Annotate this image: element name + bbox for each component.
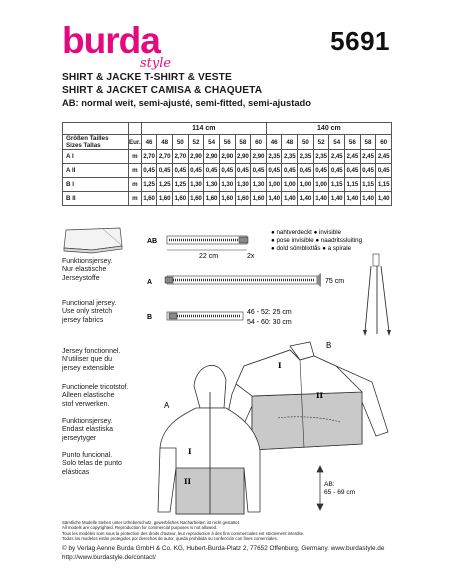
fabric-note-line: Nur elastische [62,266,107,274]
fabric-note [62,418,142,443]
size-header-line-1: Größen Tailles [66,135,109,142]
size-cell: 46 [141,135,157,150]
fabric-note-line: Functionele tricotstof. [62,384,129,391]
yardage-cell: 2,35 [266,150,282,164]
yardage-cell: 1,60 [188,192,204,206]
yardage-cell: 2,45 [360,150,376,164]
fabric-note-line: Jersey fonctionnel. [62,348,121,355]
fabric-note-line: Solo telas de punto [62,460,122,468]
yardage-cell: 1,60 [235,192,251,206]
view-a-label: A [164,401,170,410]
yardage-cell: 0,45 [204,164,220,178]
fabric-note [62,384,142,409]
fit-line: AB: normal weit, semi-ajusté, semi-fitted, semi-ajustado [62,97,312,108]
yardage-cell: 1,30 [235,178,251,192]
yardage-cell: 1,40 [329,192,345,206]
row-label: B II [63,192,129,206]
size-cell: 52 [188,135,204,150]
yardage-cell: 0,45 [376,164,392,178]
yardage-cell: 1,30 [188,178,204,192]
size-cell: 50 [172,135,188,150]
copyright: © by Verlag Aenne Burda GmbH & Co. KG, Hubert-Burda-Platz 2, 77652 Offenburg, Germany. www.burdastyle.de [62,544,385,552]
yardage-row [63,178,392,192]
row-unit: m [129,192,142,206]
size-cell: 48 [282,135,298,150]
fabric-note [62,300,142,325]
burda-logo [62,20,172,71]
size-cell: 60 [251,135,267,150]
zip-ab-qty: 2x [247,253,255,260]
length-note-1: AB: [324,481,335,488]
size-cell: 54 [329,135,345,150]
size-cell: 46 [266,135,282,150]
yardage-cell: 2,90 [251,150,267,164]
yardage-cell: 2,35 [298,150,314,164]
legal-en: All models are copyrighted. Reproduction for commercial purposes is not allowed. [62,525,218,531]
yardage-cell: 2,90 [204,150,220,164]
yardage-cell: 1,40 [376,192,392,206]
yardage-cell: 2,45 [329,150,345,164]
row-label: A I [63,150,129,164]
zip-ab-length: 22 cm [199,253,219,260]
yardage-cell: 1,60 [172,192,188,206]
yardage-cell: 1,00 [282,178,298,192]
legal-de: Sämtliche Modelle stehen unter Urheberschutz, gewerbliches Nacharbeiten ist nicht gestattet. [62,520,241,525]
yardage-row [63,150,392,164]
zip-a-length: 75 cm [325,278,345,285]
view-b-piece-i: I [278,361,282,370]
yardage-cell: 0,45 [282,164,298,178]
yardage-cell: 0,45 [172,164,188,178]
zipper-foot-icon [363,254,391,336]
yardage-cell: 0,45 [219,164,235,178]
view-a-piece-i: I [188,447,192,456]
size-header-line-2: Sizes Tallas [66,142,101,149]
yardage-row [63,192,392,206]
yardage-cell: 2,90 [219,150,235,164]
fabric-note [62,258,142,283]
fabric-note-line: jersey fabrics [62,316,104,324]
yardage-cell: 1,60 [219,192,235,206]
legal-es: Todos los modelos están protegidos por derechos de autor, queda prohibida su confección con fines comerciales. [62,536,278,542]
yardage-cell: 1,40 [266,192,282,206]
yardage-cell: 2,45 [345,150,361,164]
size-cell: 60 [376,135,392,150]
fabric-note-line: N'utiliser que du [62,356,112,364]
row-unit: m [129,164,142,178]
brand-name: burda [62,20,160,61]
pattern-number: 5691 [330,26,390,56]
zip-type-3: ● dold sömblixtlås ● a spirale [271,245,352,252]
yardage-cell: 0,45 [266,164,282,178]
size-cell: 56 [219,135,235,150]
length-arrow-icon [317,466,323,510]
yardage-cell: 2,35 [313,150,329,164]
yardage-cell: 1,25 [157,178,173,192]
unit-header: Eur. [129,135,142,150]
size-table [62,122,392,206]
contact-link[interactable]: http://www.burdastyle.de/contact/ [62,553,156,561]
yardage-cell: 1,40 [298,192,314,206]
garment-views [140,336,402,518]
size-cell: 52 [313,135,329,150]
ab-label: AB [147,238,158,245]
yardage-cell: 0,45 [188,164,204,178]
zip-b-length-1: 46 - 52: 25 cm [247,309,292,316]
yardage-cell: 2,90 [188,150,204,164]
yardage-cell: 1,15 [345,178,361,192]
fabric-width-140: 140 cm [266,123,391,135]
yardage-cell: 1,00 [266,178,282,192]
row-unit: m [129,178,142,192]
a-label: A [147,279,153,286]
yardage-cell: 1,40 [360,192,376,206]
yardage-cell: 2,90 [235,150,251,164]
yardage-cell: 1,40 [313,192,329,206]
yardage-row [63,164,392,178]
length-note-2: 65 - 69 cm [324,489,356,496]
yardage-cell: 2,35 [282,150,298,164]
yardage-cell: 1,40 [282,192,298,206]
brand-sub: style [140,56,172,71]
yardage-cell: 1,25 [172,178,188,192]
yardage-cell: 0,45 [251,164,267,178]
yardage-cell: 0,45 [360,164,376,178]
yardage-cell: 0,45 [329,164,345,178]
yardage-cell: 1,15 [360,178,376,192]
fabric-width-114: 114 cm [141,123,266,135]
size-header-label [63,135,129,150]
yardage-cell: 2,45 [376,150,392,164]
fabric-note-line: Use only stretch [62,308,113,316]
yardage-cell: 1,00 [313,178,329,192]
yardage-cell: 1,15 [376,178,392,192]
row-label: B I [63,178,129,192]
blank-unit-cell [129,123,142,135]
footer [62,520,402,562]
yardage-cell: 0,45 [235,164,251,178]
yardage-cell: 2,70 [141,150,157,164]
fabric-note-line: Funktionsjersey. [62,258,113,265]
size-cell: 48 [157,135,173,150]
fabric-note-line: Funktionsjersey. [62,418,113,425]
fabric-note-line: Functional jersey. [62,300,117,307]
yardage-cell: 0,45 [345,164,361,178]
yardage-cell: 1,15 [329,178,345,192]
zip-type-2: ● pose invisible ● naadritssluiting [271,237,363,244]
fabric-note-line: Alleen elastische [62,392,115,400]
title-line-2: SHIRT & JACKET CAMISA & CHAQUETA [62,84,263,96]
notions-diagram [143,226,401,338]
yardage-cell: 1,30 [219,178,235,192]
yardage-cell: 1,00 [298,178,314,192]
row-unit: m [129,150,142,164]
zip-type-1: ● nahtverdeckt ● invisible [271,229,342,236]
yardage-cell: 0,45 [298,164,314,178]
fabric-note-line: elásticas [62,468,90,476]
zipper-ab-icon [167,236,248,244]
blank-cell [63,123,129,135]
zip-b-length-2: 54 - 60: 30 cm [247,319,292,326]
pattern-titles [62,72,392,109]
size-cell: 58 [235,135,251,150]
yardage-cell: 0,45 [141,164,157,178]
yardage-cell: 2,70 [157,150,173,164]
size-cell: 50 [298,135,314,150]
yardage-cell: 1,25 [141,178,157,192]
fabric-note-line: stof verwerken. [62,400,110,408]
view-b-piece-ii: II [316,391,324,400]
view-a-piece-ii: II [184,477,192,486]
size-group-header-row [63,123,392,135]
fabric-note [62,452,142,477]
size-cell: 56 [345,135,361,150]
yardage-cell: 1,60 [157,192,173,206]
zipper-b-icon [167,312,243,320]
size-cell: 54 [204,135,220,150]
legal-fr: Tous les modèles sont sous la protection des droits d'auteur, leur reproduction à des fins commerciales est strictement interdite. [62,530,305,536]
row-label: A II [63,164,129,178]
yardage-cell: 1,60 [141,192,157,206]
title-line-1: SHIRT & JACKE T-SHIRT & VESTE [62,72,232,83]
yardage-cell: 1,60 [251,192,267,206]
size-cell: 58 [360,135,376,150]
fabric-note-line: Jerseystoffe [62,274,100,282]
yardage-cell: 1,40 [345,192,361,206]
fabric-note-line: jerseytyger [62,434,97,442]
fabric-note-line: jersey extensible [62,364,115,372]
fabric-note-line: Endast elastiska [62,426,113,434]
yardage-cell: 1,30 [251,178,267,192]
fabric-note [62,348,142,373]
yardage-cell: 1,30 [204,178,220,192]
yardage-cell: 2,70 [172,150,188,164]
b-label: B [147,314,153,321]
yardage-cell: 0,45 [157,164,173,178]
zipper-a-icon [165,273,321,287]
view-b-label: B [326,341,332,350]
yardage-cell: 1,60 [204,192,220,206]
yardage-cell: 0,45 [313,164,329,178]
fabric-note-line: Punto funcional. [62,452,113,459]
fabric-swatch-icon [62,224,124,254]
size-row [63,135,392,150]
